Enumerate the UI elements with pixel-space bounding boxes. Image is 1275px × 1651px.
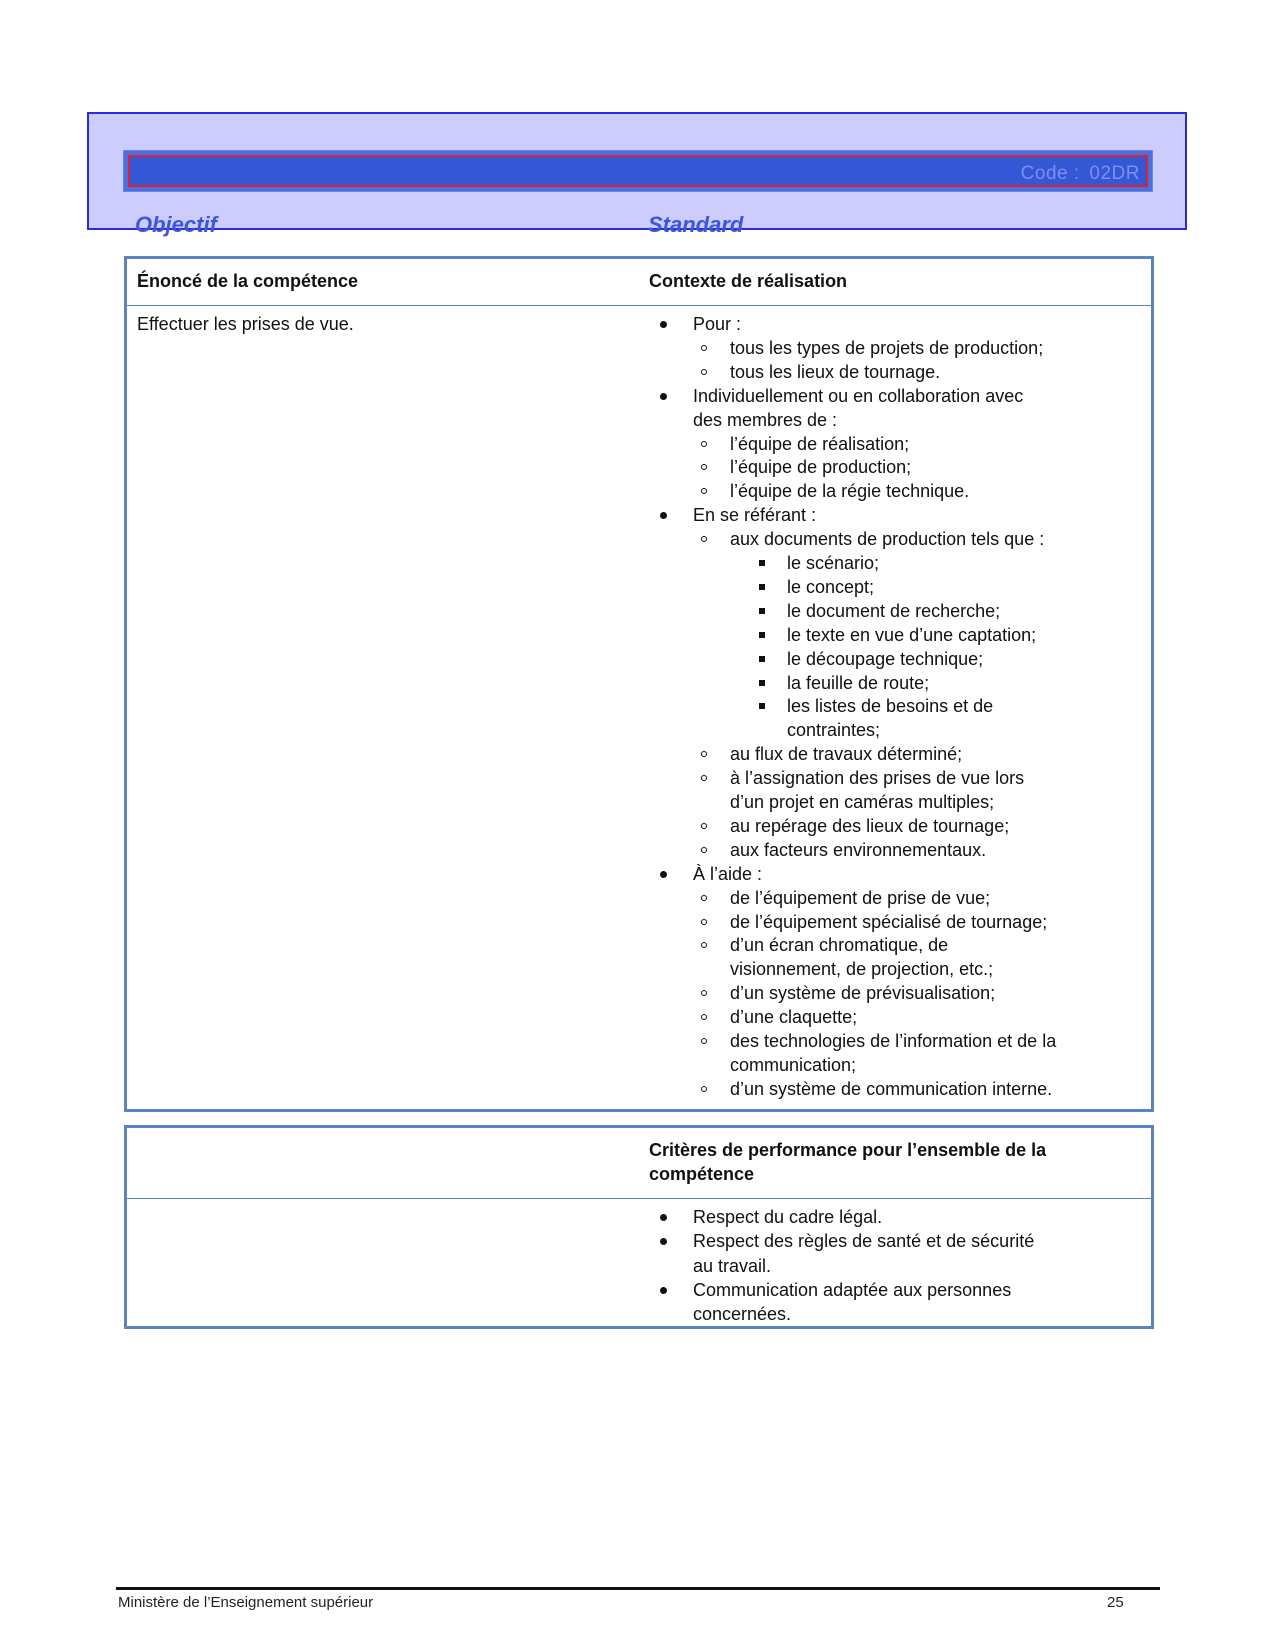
context-line: d’un écran chromatique, de — [730, 935, 949, 956]
criteria-heading-line-1: Critères de performance pour l’ensemble de la — [649, 1140, 1047, 1160]
context-line: des membres de : — [693, 409, 838, 430]
competence-table-header — [127, 259, 1151, 306]
context-line: Individuellement ou en collaboration avec — [693, 385, 1024, 406]
context-line: des technologies de l’information et de la — [730, 1031, 1057, 1051]
bullet-circle-icon — [701, 919, 707, 925]
context-line: le concept; — [787, 576, 875, 597]
context-line: aux facteurs environnementaux. — [730, 839, 987, 860]
bullet-disc-icon — [660, 512, 667, 519]
bullet-circle-icon — [701, 369, 707, 375]
bullet-square-icon — [759, 584, 765, 590]
code-bar-inner — [128, 155, 1148, 187]
bullet-circle-icon — [701, 345, 707, 351]
bullet-disc-icon — [660, 1214, 667, 1221]
criteria-heading-line-2: compétence — [649, 1164, 755, 1184]
context-line: l’équipe de réalisation; — [730, 433, 910, 454]
bullet-circle-icon — [701, 488, 707, 494]
code-bar — [123, 150, 1153, 192]
context-line: le scénario; — [787, 553, 880, 573]
bullet-disc-icon — [660, 1287, 667, 1294]
objective-heading: Objectif — [135, 212, 217, 237]
footer-rule — [116, 1587, 1160, 1590]
context-line: d’une claquette; — [730, 1007, 858, 1028]
context-line: aux documents de production tels que : — [730, 529, 1045, 550]
competence-statement-heading: Énoncé de la compétence — [137, 271, 359, 291]
bullet-circle-icon — [701, 775, 707, 781]
criteria-line: Respect du cadre légal. — [693, 1207, 883, 1227]
bullet-circle-icon — [701, 751, 707, 757]
context-line: au flux de travaux déterminé; — [730, 744, 963, 765]
context-line: En se référant : — [693, 505, 817, 526]
competence-table — [124, 256, 1154, 1112]
context-line: tous les lieux de tournage. — [730, 361, 941, 382]
code-value: 02DR — [1089, 163, 1140, 184]
bullet-disc-icon — [660, 321, 667, 328]
criteria-line: concernées. — [693, 1304, 792, 1325]
context-list — [127, 306, 1151, 1106]
context-line: au repérage des lieux de tournage; — [730, 815, 1010, 836]
context-line: le découpage technique; — [787, 648, 984, 669]
context-line: tous les types de projets de production; — [730, 337, 1044, 358]
bullet-circle-icon — [701, 942, 707, 948]
footer-ministry: Ministère de l’Enseignement supérieur — [118, 1594, 374, 1611]
context-line: le document de recherche; — [787, 600, 1001, 621]
context-line: contraintes; — [787, 720, 881, 741]
bullet-square-icon — [759, 632, 765, 638]
context-line: communication; — [730, 1054, 857, 1075]
bullet-circle-icon — [701, 847, 707, 853]
criteria-line: Respect des règles de santé et de sécurité — [693, 1231, 1035, 1252]
bullet-disc-icon — [660, 1238, 667, 1245]
bullet-circle-icon — [701, 464, 707, 470]
criteria-list — [127, 1199, 1151, 1327]
context-line: de l’équipement de prise de vue; — [730, 887, 991, 908]
criteria-table-header — [127, 1128, 1151, 1199]
bullet-circle-icon — [701, 536, 707, 542]
bullet-square-icon — [759, 680, 765, 686]
context-line: d’un projet en caméras multiples; — [730, 792, 995, 812]
context-line: l’équipe de production; — [730, 457, 912, 478]
footer-page-number: 25 — [1107, 1594, 1124, 1611]
context-line: l’équipe de la régie technique. — [730, 481, 970, 502]
context-line: Pour : — [693, 314, 742, 334]
bullet-square-icon — [759, 703, 765, 709]
bullet-disc-icon — [660, 393, 667, 400]
context-line: de l’équipement spécialisé de tournage; — [730, 911, 1048, 932]
context-line: les listes de besoins et de — [787, 696, 994, 717]
criteria-table — [124, 1125, 1154, 1329]
bullet-circle-icon — [701, 1038, 707, 1044]
bullet-circle-icon — [701, 1014, 707, 1020]
context-line: À l’aide : — [693, 863, 763, 884]
standard-heading: Standard — [648, 212, 744, 237]
context-line: d’un système de prévisualisation; — [730, 983, 996, 1004]
code-label: Code : — [1020, 163, 1080, 184]
bullet-circle-icon — [701, 441, 707, 447]
context-line: le texte en vue d’une captation; — [787, 624, 1037, 645]
code-text — [1019, 163, 1142, 185]
bullet-circle-icon — [701, 990, 707, 996]
context-line: visionnement, de projection, etc.; — [730, 959, 994, 980]
criteria-line: au travail. — [693, 1255, 772, 1276]
context-line: la feuille de route; — [787, 672, 930, 693]
context-heading: Contexte de réalisation — [649, 271, 848, 291]
context-line: d’un système de communication interne. — [730, 1078, 1053, 1099]
context-line: à l’assignation des prises de vue lors — [730, 768, 1025, 789]
bullet-square-icon — [759, 656, 765, 662]
competence-statement: Effectuer les prises de vue. — [137, 314, 354, 334]
bullet-square-icon — [759, 560, 765, 566]
criteria-line: Communication adaptée aux personnes — [693, 1279, 1012, 1300]
bullet-disc-icon — [660, 871, 667, 878]
bullet-circle-icon — [701, 823, 707, 829]
bullet-circle-icon — [701, 895, 707, 901]
bullet-square-icon — [759, 608, 765, 614]
bullet-circle-icon — [701, 1086, 707, 1092]
